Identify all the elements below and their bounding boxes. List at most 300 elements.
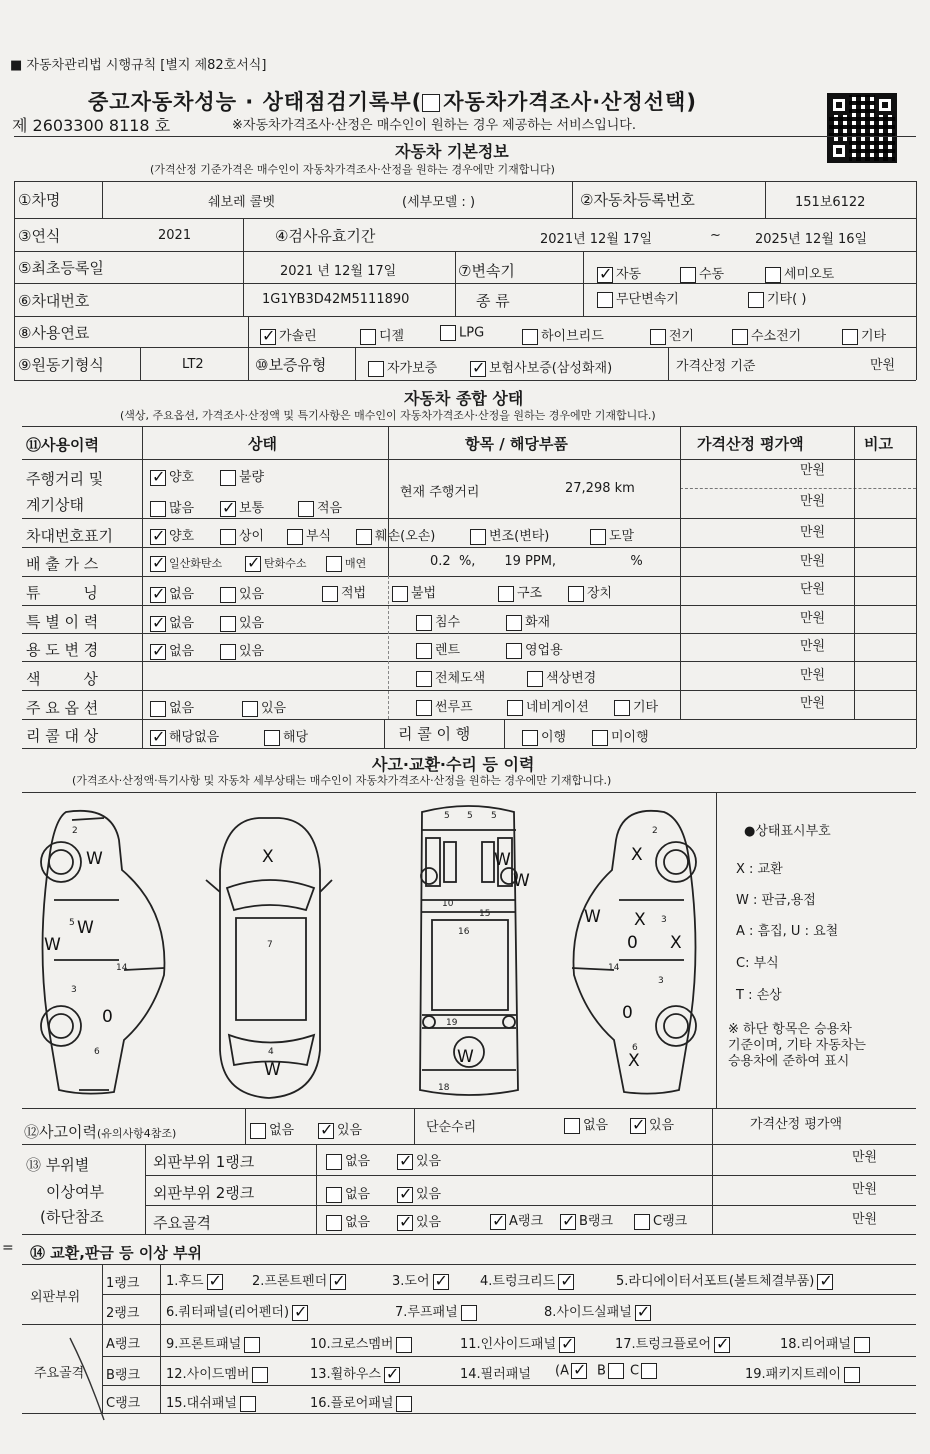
checkbox-icon[interactable] xyxy=(634,1214,650,1230)
service-note: ※자동차가격조사·산정은 매수인이 원하는 경우 제공하는 서비스입니다. xyxy=(232,118,637,133)
part-front-fender[interactable]: 2.프론트펜더✓ xyxy=(252,1270,349,1290)
rank-b[interactable]: ✓ B랭크 xyxy=(560,1210,613,1230)
transmission-kind: 종 류 xyxy=(476,292,510,310)
unit-label: 만원 xyxy=(800,554,826,569)
part-row-name: 외판부위 2랭크 xyxy=(153,1184,255,1202)
rank-a[interactable]: ✓ A랭크 xyxy=(490,1210,543,1230)
unit-label: 만원 xyxy=(800,611,826,626)
svg-text:6: 6 xyxy=(632,1043,638,1053)
simple-repair-label: 단순수리 xyxy=(426,1120,477,1135)
checkbox-icon[interactable] xyxy=(220,644,236,660)
unit-label: 만원 xyxy=(800,696,826,711)
reg-number-label: ②자동차등록번호 xyxy=(580,191,695,209)
simple-repair-none[interactable]: 없음 xyxy=(564,1114,608,1134)
checkbox-icon[interactable] xyxy=(440,325,456,341)
vin-value: 1G1YB3D42M5111890 xyxy=(262,292,410,307)
svg-text:W: W xyxy=(86,849,103,869)
checkbox-icon[interactable] xyxy=(397,1187,413,1203)
checkbox-icon[interactable] xyxy=(360,329,376,345)
checkbox-icon[interactable] xyxy=(560,1214,576,1230)
tuning-none[interactable]: ✓ 없음 xyxy=(150,583,194,603)
checkbox-icon[interactable] xyxy=(490,1214,506,1230)
checkbox-icon[interactable] xyxy=(384,1367,400,1383)
checkbox-icon[interactable] xyxy=(245,556,261,572)
rank-label: B랭크 xyxy=(106,1368,141,1383)
frame-label: 주요골격 xyxy=(34,1366,85,1381)
checkbox-icon[interactable] xyxy=(765,267,781,283)
pen-stroke-mark xyxy=(66,1334,110,1424)
document-number: 제 2603300 8118 호 xyxy=(12,116,171,135)
emission-co[interactable]: ✓ 일산화탄소 xyxy=(150,555,222,572)
recall-none[interactable]: ✓ 해당없음 xyxy=(150,726,219,746)
special-fire[interactable]: 화재 xyxy=(506,611,550,631)
part-side-member[interactable]: 12.사이드멤버 xyxy=(166,1363,271,1383)
mileage-label-1: 주행거리 및 xyxy=(26,470,104,488)
checkbox-icon[interactable] xyxy=(614,700,630,716)
vin-mark-altered[interactable]: 변조(변타) xyxy=(470,525,549,545)
part-row-yes[interactable]: ✓ 있음 xyxy=(397,1150,441,1170)
special-yes[interactable]: 있음 xyxy=(220,612,264,632)
checkbox-icon[interactable] xyxy=(287,529,303,545)
checkbox-icon[interactable] xyxy=(714,1337,730,1353)
svg-text:X: X xyxy=(262,847,274,867)
part-label-3: (하단참조 xyxy=(40,1208,104,1226)
emission-smoke[interactable]: 매연 xyxy=(326,555,366,572)
svg-text:W: W xyxy=(264,1060,281,1080)
checkbox-icon[interactable] xyxy=(397,1154,413,1170)
checkbox-icon[interactable] xyxy=(207,1274,223,1290)
svg-text:X: X xyxy=(670,933,682,953)
detail-model: (세부모델 : ) xyxy=(402,195,476,210)
checkbox-icon[interactable] xyxy=(568,586,584,602)
tuning-yes[interactable]: 있음 xyxy=(220,583,264,603)
form-title: 중고자동차성능 · 상태점검기록부( 자동차가격조사·산정선택) xyxy=(88,90,697,114)
checkbox-icon[interactable] xyxy=(842,329,858,345)
part-rear-panel[interactable]: 18.리어패널 xyxy=(780,1333,873,1353)
warranty-insurer[interactable]: ✓ 보험사보증(삼성화재) xyxy=(470,357,612,377)
item-col-header: 항목 / 해당부품 xyxy=(465,435,568,453)
unit-label: 만원 xyxy=(852,1212,878,1227)
svg-text:0: 0 xyxy=(622,1003,633,1023)
engine-label: ⑨원동기형식 xyxy=(18,356,104,374)
svg-text:10: 10 xyxy=(442,899,454,909)
price-col-header: 가격산정 평가액 xyxy=(697,435,804,453)
section-marker: = xyxy=(2,1240,14,1256)
checkbox-icon[interactable] xyxy=(220,501,236,517)
checkbox-icon[interactable] xyxy=(507,700,523,716)
checkbox-icon[interactable] xyxy=(150,701,166,717)
checkbox-icon[interactable] xyxy=(854,1337,870,1353)
checkbox-icon[interactable] xyxy=(220,470,236,486)
checkbox-icon[interactable] xyxy=(326,556,342,572)
mileage-good[interactable]: ✓양호 xyxy=(150,466,194,486)
emission-values: 0.2 %, 19 PPM, % xyxy=(430,554,643,569)
tuning-device[interactable]: 장치 xyxy=(568,582,612,602)
mileage-bad[interactable]: 불량 xyxy=(220,466,264,486)
accident-section-note: (가격조사·산정액·특기사항 및 자동차 세부상태는 매수인이 자동차가격조사·산정을 원하는 경우에만 기재합니다.) xyxy=(72,774,612,787)
use-change-rent[interactable]: 렌트 xyxy=(416,639,460,659)
checkbox-icon[interactable] xyxy=(630,1118,646,1134)
checkbox-icon[interactable] xyxy=(356,529,372,545)
checkbox-icon[interactable] xyxy=(522,329,538,345)
checkbox-icon[interactable] xyxy=(396,1337,412,1353)
checkbox-icon[interactable] xyxy=(597,267,613,283)
checkbox-icon[interactable] xyxy=(240,1396,256,1412)
vin-mark-damage[interactable]: 훼손(오손) xyxy=(356,525,435,545)
checkbox-icon[interactable] xyxy=(461,1305,477,1321)
car-damage-diagram xyxy=(24,800,714,1105)
checkbox-icon[interactable] xyxy=(220,529,236,545)
recall-applicable[interactable]: 해당 xyxy=(264,726,308,746)
emission-hc[interactable]: ✓ 탄화수소 xyxy=(245,555,307,572)
inspection-label: ④검사유효기간 xyxy=(275,227,376,245)
part-row-name: 주요골격 xyxy=(153,1214,211,1232)
law-reference: ■ 자동차관리법 시행규칙 [별지 제82호서식] xyxy=(10,58,267,73)
checkbox-icon[interactable] xyxy=(242,701,258,717)
recall-label: 리 콜 대 상 xyxy=(26,727,99,745)
part-dash-panel[interactable]: 15.대쉬패널 xyxy=(166,1392,259,1412)
car-name-value: 쉐보레 콜벳 xyxy=(208,195,275,210)
svg-text:14: 14 xyxy=(116,963,128,973)
exchange-section-title: ⑭ 교환,판금 등 이상 부위 xyxy=(30,1244,202,1262)
svg-text:5: 5 xyxy=(444,811,450,821)
inspection-to: 2025년 12월 16일 xyxy=(755,232,868,247)
inspection-from: 2021년 12월 17일 xyxy=(540,232,653,247)
vin-mark-smear[interactable]: 도말 xyxy=(590,525,634,545)
part-row-none[interactable]: 없음 xyxy=(326,1150,370,1170)
engine-value: LT2 xyxy=(182,357,204,372)
checkbox-icon[interactable] xyxy=(470,529,486,545)
checkbox-icon[interactable] xyxy=(260,329,276,345)
svg-text:16: 16 xyxy=(458,927,470,937)
options-none[interactable]: 없음 xyxy=(150,697,194,717)
svg-text:2: 2 xyxy=(72,826,78,836)
checkbox-icon[interactable] xyxy=(368,361,384,377)
fuel-diesel[interactable]: 디젤 xyxy=(360,325,404,345)
checkbox-icon[interactable] xyxy=(150,730,166,746)
svg-text:19: 19 xyxy=(446,1018,458,1028)
part-row-yes[interactable]: ✓ 있음 xyxy=(397,1211,441,1231)
part-wheel-house[interactable]: 13.휠하우스✓ xyxy=(310,1363,403,1383)
checkbox-icon[interactable] xyxy=(298,501,314,517)
note-col-header: 비고 xyxy=(864,435,893,453)
checkbox-icon[interactable] xyxy=(392,586,408,602)
use-change-none[interactable]: ✓ 없음 xyxy=(150,640,194,660)
checkbox-icon[interactable] xyxy=(150,501,166,517)
special-history-label: 특 별 이 력 xyxy=(26,613,99,631)
car-name-label: ①차명 xyxy=(18,191,61,209)
legend-item: X : 교환 xyxy=(736,862,783,877)
checkbox-icon[interactable] xyxy=(433,1274,449,1290)
reg-number-value: 151보6122 xyxy=(795,195,866,210)
part-package-tray[interactable]: 19.패키지트레이 xyxy=(745,1363,863,1383)
main-options-label: 주 요 옵 션 xyxy=(26,699,99,717)
vin-mark-diff[interactable]: 상이 xyxy=(220,525,264,545)
use-change-business[interactable]: 영업용 xyxy=(506,639,563,659)
part-roof-panel[interactable]: 7.루프패널 xyxy=(395,1301,480,1321)
part-cross-member[interactable]: 10.크로스멤버 xyxy=(310,1333,415,1353)
part-row-none[interactable]: 없음 xyxy=(326,1183,370,1203)
part-row-name: 외판부위 1랭크 xyxy=(153,1153,255,1171)
checkbox-icon[interactable] xyxy=(641,1363,657,1379)
part-trunk-lid[interactable]: 4.트렁크리드✓ xyxy=(480,1270,577,1290)
history-col-header: ⑪사용이력 xyxy=(26,436,99,454)
warranty-label: ⑩보증유형 xyxy=(255,356,327,374)
part-floor-panel[interactable]: 16.플로어패널 xyxy=(310,1392,415,1412)
transmission-label: ⑦변속기 xyxy=(458,262,515,280)
svg-text:5: 5 xyxy=(467,811,473,821)
fuel-electric[interactable]: 전기 xyxy=(650,325,694,345)
svg-text:0: 0 xyxy=(102,1007,113,1027)
accident-section-title: 사고·교환·수리 등 이력 xyxy=(372,755,535,774)
tuning-label: 튜 닝 xyxy=(26,584,98,602)
checkbox-icon[interactable] xyxy=(527,671,543,687)
pillar-a[interactable]: (A✓ xyxy=(555,1363,590,1379)
checkbox-icon[interactable] xyxy=(326,1215,342,1231)
part-row-none[interactable]: 없음 xyxy=(326,1211,370,1231)
trans-auto[interactable]: ✓자동 xyxy=(597,263,641,283)
checkbox-icon[interactable] xyxy=(635,1305,651,1321)
checkbox-icon[interactable] xyxy=(326,1154,342,1170)
checkbox-icon[interactable] xyxy=(498,586,514,602)
checkbox-icon[interactable] xyxy=(150,556,166,572)
unit-label: 만원 xyxy=(800,639,826,654)
price-eval-label: 가격산정 평가액 xyxy=(750,1117,843,1132)
vin-label: ⑥차대번호 xyxy=(18,292,90,310)
special-none[interactable]: ✓ 없음 xyxy=(150,612,194,632)
price-basis-label: 가격산정 기준 xyxy=(676,359,756,374)
pillar-c[interactable]: C xyxy=(630,1363,660,1379)
part-radiator-support[interactable]: 5.라디에이터서포트(볼트체결부품)✓ xyxy=(616,1270,836,1290)
checkbox-icon[interactable] xyxy=(416,643,432,659)
price-basis-unit: 만원 xyxy=(870,358,896,373)
svg-text:0: 0 xyxy=(627,933,638,953)
part-label-1: ⑬ 부위별 xyxy=(26,1156,90,1174)
svg-text:3: 3 xyxy=(658,976,664,986)
checkbox-icon[interactable] xyxy=(506,643,522,659)
checkbox-icon[interactable] xyxy=(416,615,432,631)
simple-repair-yes[interactable]: ✓ 있음 xyxy=(630,1114,674,1134)
checkbox-icon[interactable] xyxy=(396,1396,412,1412)
rank-c[interactable]: C랭크 xyxy=(634,1210,687,1230)
part-door[interactable]: 3.도어✓ xyxy=(392,1270,452,1290)
svg-text:W: W xyxy=(457,1047,474,1067)
checkbox-icon[interactable] xyxy=(590,529,606,545)
year-value: 2021 xyxy=(158,228,192,243)
fuel-label: ⑧사용연료 xyxy=(18,324,90,342)
checkbox-icon[interactable] xyxy=(680,267,696,283)
part-trunk-floor[interactable]: 17.트렁크플로어✓ xyxy=(615,1333,733,1353)
rank-label: A랭크 xyxy=(106,1337,141,1352)
trans-manual[interactable]: 수동 xyxy=(680,263,724,283)
checkbox-icon[interactable] xyxy=(318,1123,334,1139)
mileage-low[interactable]: 적음 xyxy=(298,497,342,517)
rank-label: C랭크 xyxy=(106,1396,141,1411)
qr-code-icon xyxy=(827,93,897,163)
mileage-normal[interactable]: ✓ 보통 xyxy=(220,497,264,517)
year-label: ③연식 xyxy=(18,227,61,245)
legend-item: A : 흠집, U : 요철 xyxy=(736,924,839,939)
rank-label: 2랭크 xyxy=(106,1306,140,1321)
accident-none[interactable]: 없음 xyxy=(250,1119,294,1139)
checkbox-icon[interactable] xyxy=(470,361,486,377)
checkbox-icon[interactable] xyxy=(150,616,166,632)
status-col-header: 상태 xyxy=(248,435,277,453)
first-reg-value: 2021 년 12월 17일 xyxy=(280,264,397,279)
checkbox-icon[interactable] xyxy=(597,292,613,308)
svg-text:5: 5 xyxy=(491,811,497,821)
unit-label: 만원 xyxy=(800,525,826,540)
checkbox-icon[interactable] xyxy=(250,1123,266,1139)
checkbox-icon[interactable] xyxy=(506,615,522,631)
svg-text:W: W xyxy=(494,850,511,870)
checkbox-icon[interactable] xyxy=(416,671,432,687)
checkbox-icon[interactable] xyxy=(558,1274,574,1290)
checkbox-icon[interactable] xyxy=(592,730,608,746)
legend-item: C: 부식 xyxy=(736,956,779,971)
checkbox-icon[interactable] xyxy=(150,470,166,486)
unit-label: 만원 xyxy=(852,1150,878,1165)
part-hood[interactable]: 1.후드✓ xyxy=(166,1270,226,1290)
svg-text:5: 5 xyxy=(69,918,75,928)
use-change-label: 용 도 변 경 xyxy=(26,641,99,659)
current-mileage-label: 현재 주행거리 xyxy=(400,485,480,500)
pillar-b[interactable]: B xyxy=(597,1363,627,1379)
checkbox-icon[interactable] xyxy=(844,1367,860,1383)
checkbox-icon[interactable] xyxy=(330,1274,346,1290)
basic-info-title: 자동차 기본정보 xyxy=(395,142,509,161)
checkbox-icon[interactable] xyxy=(252,1367,268,1383)
checkbox-icon[interactable] xyxy=(522,730,538,746)
part-quarter-panel[interactable]: 6.쿼터패널(리어펜더)✓ xyxy=(166,1301,311,1321)
unit-label: 만원 xyxy=(852,1182,878,1197)
checkbox-icon[interactable] xyxy=(571,1363,587,1379)
legend-item: T : 손상 xyxy=(736,988,782,1003)
unit-label: 만원 xyxy=(800,668,826,683)
legend-note: 기준이며, 기타 자동차는 xyxy=(728,1038,866,1053)
fuel-hybrid[interactable]: 하이브리드 xyxy=(522,325,604,345)
unit-label: 단원 xyxy=(800,582,826,597)
rank-label: 1랭크 xyxy=(106,1276,140,1291)
basic-info-note: (가격산정 기준가격은 매수인이 자동차가격조사·산정을 원하는 경우에만 기재합니다) xyxy=(150,163,555,176)
svg-text:W: W xyxy=(44,935,61,955)
use-change-yes[interactable]: 있음 xyxy=(220,640,264,660)
legend-note: ※ 하단 항목은 승용차 xyxy=(728,1022,852,1037)
checkbox-icon[interactable] xyxy=(817,1274,833,1290)
checkbox-icon[interactable] xyxy=(608,1363,624,1379)
option-sunroof[interactable]: 썬루프 xyxy=(416,696,473,716)
legend-item: W : 판금,용접 xyxy=(736,893,816,908)
outer-panel-label: 외판부위 xyxy=(30,1290,81,1305)
fuel-gasoline[interactable]: ✓ 가솔린 xyxy=(260,325,317,345)
svg-text:18: 18 xyxy=(438,1083,450,1093)
color-label: 색 상 xyxy=(26,670,98,688)
checkbox-icon[interactable] xyxy=(150,529,166,545)
option-other[interactable]: 기타 xyxy=(614,696,658,716)
fuel-lpg[interactable]: LPG xyxy=(440,325,484,341)
svg-text:W: W xyxy=(77,918,94,938)
tuning-structure[interactable]: 구조 xyxy=(498,582,542,602)
option-navigation[interactable]: 네비게이션 xyxy=(507,696,589,716)
svg-text:4: 4 xyxy=(268,1047,274,1057)
checkbox-icon[interactable] xyxy=(732,329,748,345)
checkbox-icon[interactable] xyxy=(650,329,666,345)
first-reg-label: ⑤최초등록일 xyxy=(18,259,104,277)
color-change[interactable]: 색상변경 xyxy=(527,667,596,687)
svg-text:3: 3 xyxy=(661,915,667,925)
svg-text:X: X xyxy=(634,910,646,930)
vin-mark-good[interactable]: ✓ 양호 xyxy=(150,525,194,545)
checkbox-icon[interactable] xyxy=(150,644,166,660)
price-survey-checkbox[interactable] xyxy=(422,94,440,112)
accident-history-label: ⑫사고이력(유의사항4참조) xyxy=(24,1123,177,1141)
special-flood[interactable]: 침수 xyxy=(416,611,460,631)
checkbox-icon[interactable] xyxy=(564,1118,580,1134)
recall-performed[interactable]: 이행 xyxy=(522,726,566,746)
part-label-2: 이상여부 xyxy=(46,1183,104,1201)
svg-text:X: X xyxy=(631,845,643,865)
warranty-self[interactable]: 자가보증 xyxy=(368,357,437,377)
svg-text:W: W xyxy=(584,907,601,927)
checkbox-icon[interactable] xyxy=(416,700,432,716)
checkbox-icon[interactable] xyxy=(150,587,166,603)
vin-mark-corrosion[interactable]: 부식 xyxy=(287,525,331,545)
options-yes[interactable]: 있음 xyxy=(242,697,286,717)
current-mileage-value: 27,298 km xyxy=(565,481,635,496)
legend-note: 승용차에 준하여 표시 xyxy=(728,1054,850,1069)
part-side-sill[interactable]: 8.사이드실패널✓ xyxy=(544,1301,654,1321)
checkbox-icon[interactable] xyxy=(748,292,764,308)
trans-cvt[interactable]: 무단변속기 xyxy=(597,288,679,308)
recall-not-performed[interactable]: 미이행 xyxy=(592,726,649,746)
part-row-yes[interactable]: ✓ 있음 xyxy=(397,1183,441,1203)
fuel-hydrogen[interactable]: 수소전기 xyxy=(732,325,801,345)
part-front-panel[interactable]: 9.프론트패널 xyxy=(166,1333,263,1353)
svg-text:15: 15 xyxy=(479,909,491,919)
svg-text:3: 3 xyxy=(71,985,77,995)
svg-text:X: X xyxy=(628,1051,640,1071)
unit-label: 만원 xyxy=(800,494,826,509)
part-inside-panel[interactable]: 11.인사이드패널✓ xyxy=(460,1333,578,1353)
fuel-other[interactable]: 기타 xyxy=(842,325,886,345)
accident-yes[interactable]: ✓ 있음 xyxy=(318,1119,362,1139)
checkbox-icon[interactable] xyxy=(292,1305,308,1321)
svg-text:7: 7 xyxy=(267,940,273,950)
checkbox-icon[interactable] xyxy=(220,587,236,603)
svg-text:2: 2 xyxy=(652,826,658,836)
svg-text:6: 6 xyxy=(94,1047,100,1057)
tuning-legal[interactable]: 적법 xyxy=(322,582,366,602)
trans-other[interactable]: 기타( ) xyxy=(748,288,806,308)
trans-semi[interactable]: 세미오토 xyxy=(765,263,834,283)
unit-label: 만원 xyxy=(800,463,826,478)
checkbox-icon[interactable] xyxy=(397,1215,413,1231)
checkbox-icon[interactable] xyxy=(220,616,236,632)
color-repaint[interactable]: 전체도색 xyxy=(416,667,485,687)
tuning-illegal[interactable]: 불법 xyxy=(392,582,436,602)
checkbox-icon[interactable] xyxy=(322,586,338,602)
overall-status-note: (색상, 주요옵션, 가격조사·산정액 및 특기사항은 매수인이 자동차가격조사·산정을 원하는 경우에만 기재합니다.) xyxy=(120,409,656,422)
vin-mark-label: 차대번호표기 xyxy=(26,527,113,545)
checkbox-icon[interactable] xyxy=(244,1337,260,1353)
part-pillar-panel: 14.필러패널 xyxy=(460,1367,531,1382)
checkbox-icon[interactable] xyxy=(326,1187,342,1203)
checkbox-icon[interactable] xyxy=(559,1337,575,1353)
mileage-high[interactable]: 많음 xyxy=(150,497,194,517)
mileage-label-2: 계기상태 xyxy=(26,496,84,514)
checkbox-icon[interactable] xyxy=(264,730,280,746)
recall-perform-label: 리 콜 이 행 xyxy=(398,725,471,743)
